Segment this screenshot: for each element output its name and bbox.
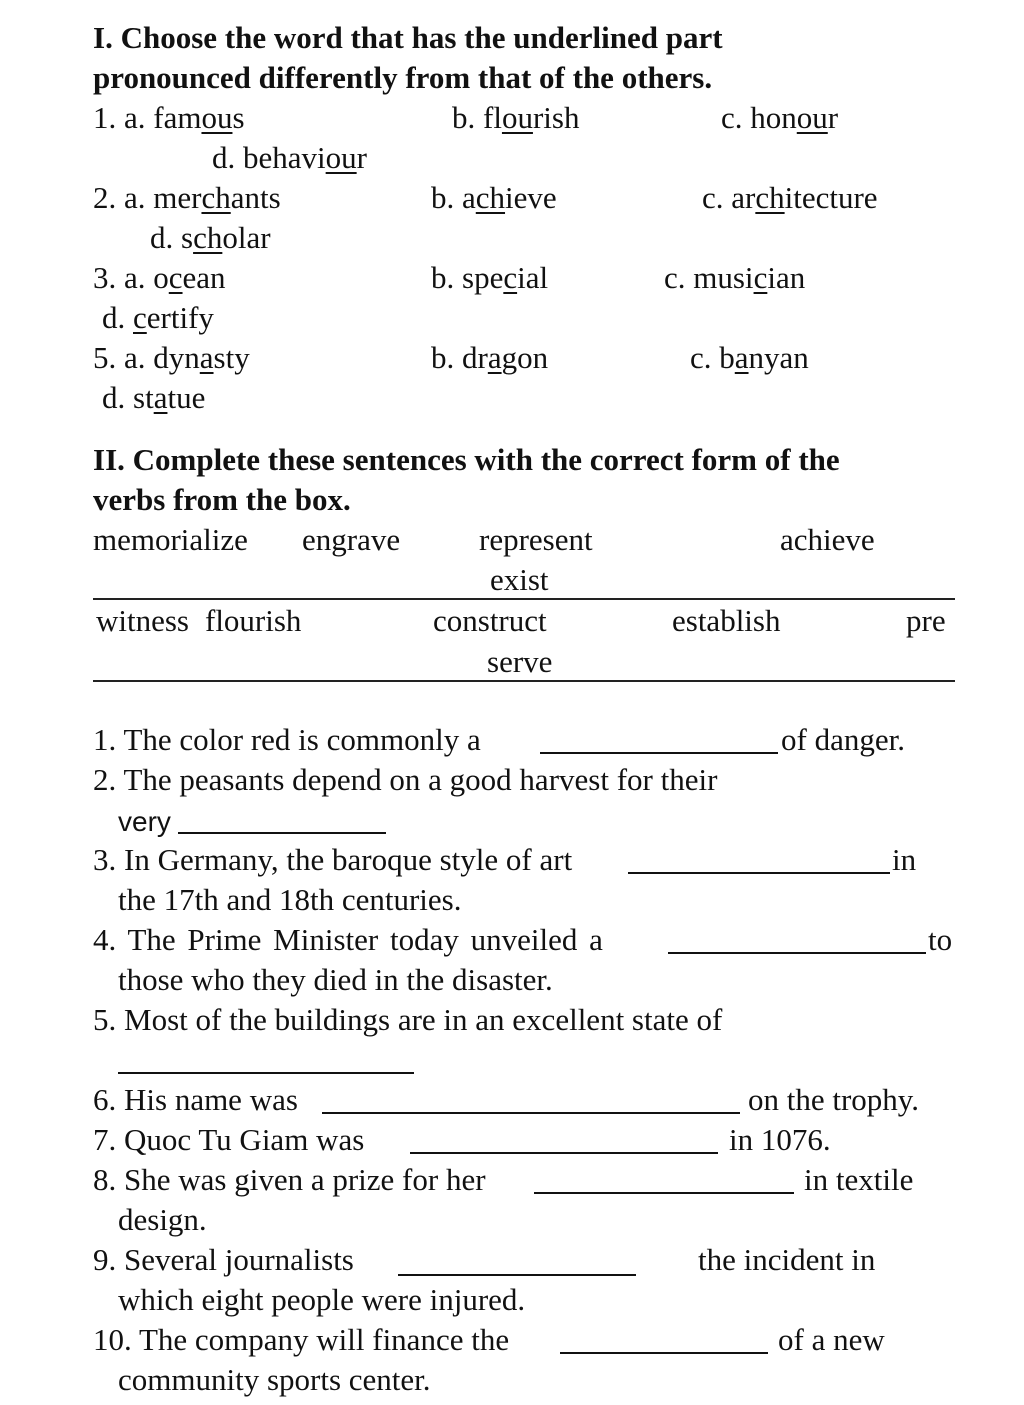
box-word: construct (433, 603, 547, 638)
sentence-8-after: in textile (804, 1162, 914, 1197)
q5-option-d: d. statue (102, 380, 206, 415)
box-word: exist (490, 562, 549, 597)
answer-blank-10[interactable] (560, 1352, 768, 1354)
q2-option-b: b. achieve (431, 180, 557, 215)
answer-blank-2[interactable] (178, 832, 386, 834)
answer-blank-6[interactable] (322, 1112, 740, 1114)
sentence-5: 5. Most of the buildings are in an excellent state of (93, 1002, 723, 1037)
q2-option-c: c. architecture (702, 180, 878, 215)
box-word: achieve (780, 522, 875, 557)
sentence-10: 10. The company will finance the (93, 1322, 510, 1357)
box-divider (93, 598, 955, 600)
q5-option-c: c. banyan (690, 340, 809, 375)
sentence-1-after: of danger. (781, 722, 905, 757)
sentence-9-after: the incident in (698, 1242, 876, 1277)
sentence-8-cont: design. (118, 1202, 207, 1237)
sentence-9: 9. Several journalists (93, 1242, 354, 1277)
sentence-4: 4. The Prime Minister today unveiled a (93, 922, 603, 957)
section2-heading-line1: II. Complete these sentences with the correct form of the (93, 442, 840, 477)
answer-blank-1[interactable] (540, 752, 778, 754)
sentence-10-cont: community sports center. (118, 1362, 431, 1397)
q5-option-a: 5. a. dynasty (93, 340, 250, 375)
answer-blank-5[interactable] (118, 1072, 414, 1074)
answer-blank-9[interactable] (398, 1274, 636, 1276)
q3-option-b: b. special (431, 260, 549, 295)
q2-option-a: 2. a. merchants (93, 180, 281, 215)
answer-blank-4[interactable] (668, 952, 926, 954)
sentence-7: 7. Quoc Tu Giam was (93, 1122, 365, 1157)
q2-option-d: d. scholar (150, 220, 271, 255)
sentence-6-after: on the trophy. (748, 1082, 920, 1117)
sentence-4-cont: those who they died in the disaster. (118, 962, 553, 997)
q5-option-b: b. dragon (431, 340, 549, 375)
answer-blank-3[interactable] (628, 872, 890, 874)
box-word: witness (96, 603, 189, 638)
q1-option-b: b. flourish (452, 100, 580, 135)
answer-blank-7[interactable] (410, 1152, 718, 1154)
sentence-3-after: in (892, 842, 917, 877)
sentence-3: 3. In Germany, the baroque style of art (93, 842, 573, 877)
sentence-1: 1. The color red is commonly a (93, 722, 481, 757)
answer-blank-8[interactable] (534, 1192, 794, 1194)
q1-option-c: c. honour (721, 100, 839, 135)
sentence-3-cont: the 17th and 18th centuries. (118, 882, 462, 917)
sentence-10-after: of a new (778, 1322, 885, 1357)
sentence-2-cont: very (118, 806, 171, 837)
q3-option-a: 3. a. ocean (93, 260, 226, 295)
box-word: establish (672, 603, 781, 638)
sentence-2: 2. The peasants depend on a good harvest for their (93, 762, 718, 797)
box-word: memorialize (93, 522, 248, 557)
sentence-7-after: in 1076. (729, 1122, 831, 1157)
sentence-6: 6. His name was (93, 1082, 298, 1117)
q3-option-d: d. certify (102, 300, 214, 335)
section1-heading-line2: pronounced differently from that of the others. (93, 60, 713, 95)
box-word: pre (906, 603, 946, 638)
box-word: engrave (302, 522, 401, 557)
section1-heading-line1: I. Choose the word that has the underlined part (93, 20, 723, 55)
sentence-8: 8. She was given a prize for her (93, 1162, 486, 1197)
box-divider (93, 680, 955, 682)
box-word: represent (479, 522, 593, 557)
q3-option-c: c. musician (664, 260, 806, 295)
q1-option-a: 1. a. famous (93, 100, 245, 135)
sentence-9-cont: which eight people were injured. (118, 1282, 526, 1317)
box-word: serve (487, 644, 553, 679)
box-word: flourish (205, 603, 302, 638)
sentence-4-after: to (928, 922, 953, 957)
q1-option-d: d. behaviour (212, 140, 367, 175)
section2-heading-line2: verbs from the box. (93, 482, 351, 517)
